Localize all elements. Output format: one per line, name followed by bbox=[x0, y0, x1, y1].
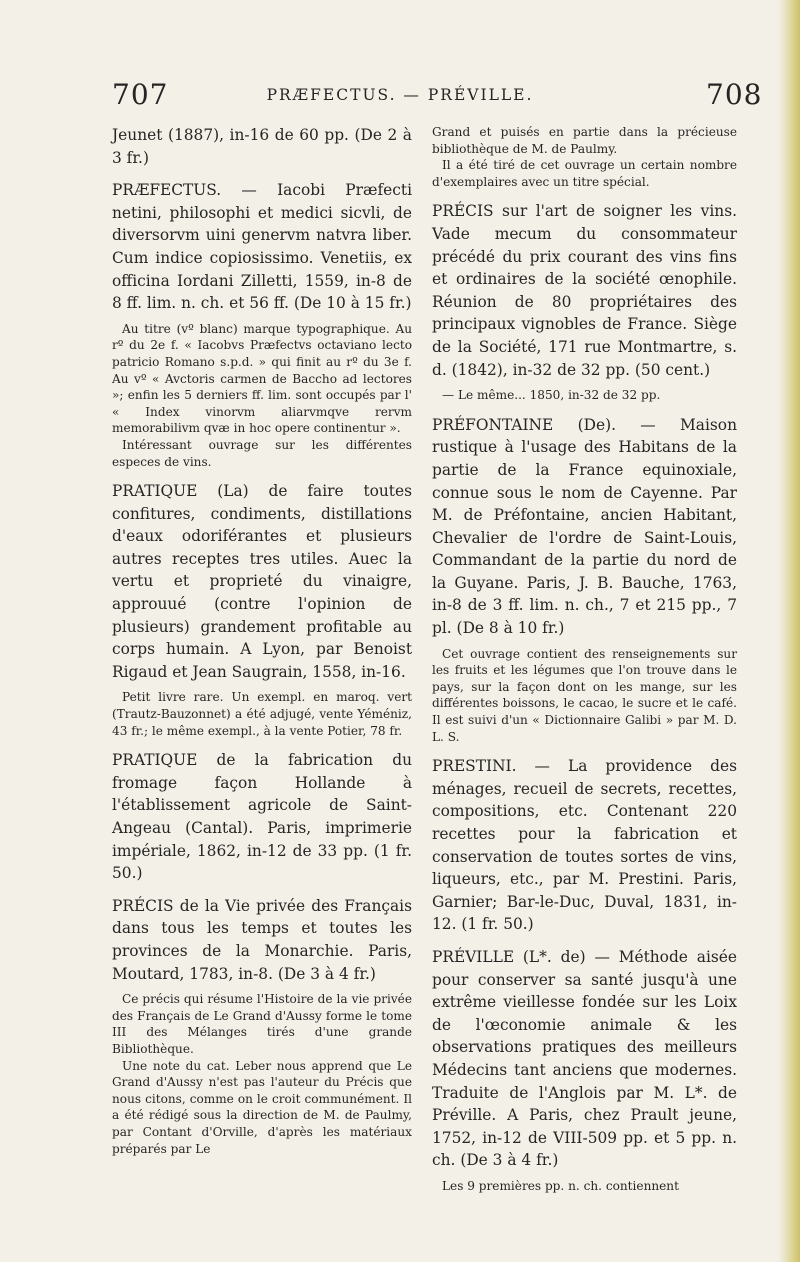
note-praefectus-interest: Intéressant ouvrage sur les différentes especes de vins. bbox=[112, 437, 412, 469]
note-pratique-confitures: Petit livre rare. Un exempl. en maroq. vert (Trautz-Bauzonnet) a été adjugé, vente Yéméniz, 43 fr.; le même exempl., à la vente Potier, 78 fr. bbox=[112, 690, 412, 738]
note-precis-vins-1850: — Le même... 1850, in-32 de 32 pp. bbox=[442, 388, 661, 403]
page-number-left: 707 bbox=[112, 78, 169, 111]
note-prefontaine: Cet ouvrage contient des renseignements sur les fruits et les légumes que l'on trouve dans le pays, sur la façon dont on les mange, sur les différentes boissons, le cacao, le sucre et le café. Il est suivi d'un « Dictionnaire Galibi » par M. D. L. S. bbox=[432, 646, 737, 744]
entry-preville: PRÉVILLE (L*. de) — Méthode aisée pour conserver sa santé jusqu'à une extrême vieillesse fondée sur les Loix de l'œconomie animale & les observations pratiques des meilleurs Médecins tant anciens que modernes. Traduite de l'Anglois par M. L*. de Préville. A Paris, chez Prault jeune, 1752, in-12 de VIII-509 pp. et 5 pp. n. ch. (De 3 à 4 fr.) bbox=[432, 947, 737, 1170]
entry-pratique-confitures: PRATIQUE (La) de faire toutes confitures, condiments, distillations d'eaux odoriférantes et plusieurs autres receptes tres utiles. Auec la vertu et proprieté du vinaigre, approuué (contre l'opinion de plusieurs) grandement profitable au corps humain. A Lyon, par Benoist Rigaud et Jean Saugrain, 1558, in-16. bbox=[112, 482, 412, 681]
entry-pratique-fromage: PRATIQUE de la fabrication du fromage façon Hollande à l'établissement agricole de Saint-Angeau (Cantal). Paris, imprimerie impériale, 1862, in-12 de 33 pp. (1 fr. 50.) bbox=[112, 751, 412, 883]
page-number-right: 708 bbox=[706, 78, 763, 111]
note-precis-continuation: Grand et puisés en partie dans la précieuse bibliothèque de M. de Paulmy. bbox=[432, 125, 737, 156]
entry-prefontaine: PRÉFONTAINE (De). — Maison rustique à l'usage des Habitans de la partie de la France equinoxiale, connue sous le nom de Cayenne. Par M. de Préfontaine, ancien Habitant, Chevalier de l'ordre de Saint-Louis, Commandant de la partie du nord de la Guyane. Paris, J. B. Bauche, 1763, in-8 de 3 ff. lim. n. ch., 7 et 215 pp., 7 pl. (De 8 à 10 fr.) bbox=[432, 415, 737, 638]
entry-precis-vie-privee: PRÉCIS de la Vie privée des Français dans tous les temps et toutes les provinces de la Monarchie. Paris, Moutard, 1783, in-8. (De 3 à 4 fr.) bbox=[112, 896, 412, 983]
running-head: PRÆFECTUS. — PRÉVILLE. bbox=[266, 86, 534, 104]
page-header bbox=[0, 78, 780, 112]
entry-jeunet-continuation: Jeunet (1887), in-16 de 60 pp. (De 2 à 3 fr.) bbox=[112, 126, 412, 167]
note-precis-titre-special: Il a été tiré de cet ouvrage un certain nombre d'exemplaires avec un titre spécial. bbox=[432, 158, 737, 189]
left-column bbox=[112, 124, 412, 1157]
note-precis-vie-privee: Ce précis qui résume l'Histoire de la vie privée des Français de Le Grand d'Aussy forme le tome III des Mélanges tirés d'une grande Bibliothèque. bbox=[112, 992, 412, 1056]
right-column bbox=[432, 124, 737, 1195]
entry-precis-vins: PRÉCIS sur l'art de soigner les vins. Vade mecum du consommateur précédé du prix courant des vins fins et ordinaires de la société œnophile. Réunion de 80 propriétaires des principaux vignobles de France. Siège de la Société, 171 rue Montmartre, s. d. (1842), in-32 de 32 pp. (50 cent.) bbox=[432, 202, 737, 379]
note-praefectus-description: Au titre (vº blanc) marque typographique. Au rº du 2e f. « Iacobvs Præfectvs octaviano lecto patricio Romano s.p.d. » qui finit au rº du 3e f. Au vº « Avctoris carmen de Baccho ad lectores »; enfin les 5 derniers ff. lim. sont occupés par l' « Index vinorvm aliarvmqve rervm memorabilivm qvæ in hoc opere continentur ». bbox=[112, 321, 412, 436]
entry-prestini: PRESTINI. — La providence des ménages, recueil de secrets, recettes, compositions, etc. Contenant 220 recettes pour la fabrication et conservation de toutes sortes de vins, liqueurs, etc., par M. Prestini. Paris, Garnier; Bar-le-Duc, Duval, 1831, in-12. (1 fr. 50.) bbox=[432, 757, 737, 934]
page-edge-stain bbox=[778, 0, 800, 1262]
note-preville: Les 9 premières pp. n. ch. contiennent bbox=[442, 1178, 679, 1193]
note-precis-leber: Une note du cat. Leber nous apprend que Le Grand d'Aussy n'est pas l'auteur du Précis que nous citons, comme on le croit communément. Il a été rédigé sous la direction de M. de Paulmy, par Contant d'Orville, d'après les matériaux préparés par Le bbox=[112, 1058, 412, 1156]
entry-praefectus: PRÆFECTUS. — Iacobi Præfecti netini, philosophi et medici sicvli, de diversorvm uini genervm natvra liber. Cum indice copiosissimo. Venetiis, ex officina Iordani Zilletti, 1559, in-8 de 8 ff. lim. n. ch. et 56 ff. (De 10 à 15 fr.) bbox=[112, 181, 412, 313]
